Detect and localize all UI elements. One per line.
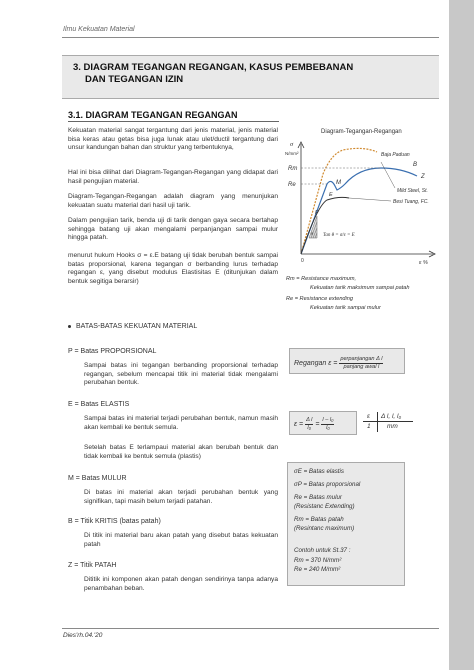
def-z: Dititik ini komponen akan patah dengan sendirinya tanpa adanya penambahan beban.	[84, 576, 278, 592]
bullet-label: BATAS-BATAS KEKUATAN MATERIAL	[76, 323, 198, 330]
header-rule	[62, 37, 439, 38]
info-example-title: Contoh untuk St.37 :	[294, 547, 351, 554]
info-example-re: Re = 240 M/mm²	[294, 566, 341, 573]
strain-eq-lhs: Regangan ε =	[294, 359, 338, 367]
rm-label: Rm	[288, 166, 298, 172]
mild-steel-label: Mild Steel, St.	[397, 188, 428, 194]
caption-re-desc: Kekuatan tarik sampai mulur	[310, 305, 381, 311]
unit-table-v2: mm	[387, 423, 398, 430]
unit-table-hline	[363, 421, 413, 422]
strain-formula	[294, 417, 334, 431]
mild-steel-leader	[381, 162, 395, 188]
point-z-label: Z	[421, 174, 425, 180]
def-b: Di titik ini material baru akan patah yang disebut batas kekuatan patah	[84, 532, 278, 548]
strain-eq-denominator: panjang awal l	[343, 363, 380, 370]
unit-table-h2: Δ l, l, l₀	[381, 413, 402, 420]
alloy-steel-label: Baja Paduan	[381, 152, 410, 158]
section-rule	[68, 121, 279, 122]
strain-formula-box	[289, 411, 357, 435]
unit-table-vline	[377, 412, 378, 432]
term-z: Z = Titik PATAH	[68, 562, 117, 569]
footer-rule	[62, 628, 439, 629]
point-b-label: B	[413, 162, 418, 168]
info-break: Rm = Batas patah	[294, 516, 344, 523]
point-e-label: E	[329, 192, 333, 198]
chapter-title-line2: DAN TEGANGAN IZIN	[85, 74, 184, 85]
paragraph-1: Kekuatan material sangat tergantung dari jenis material, jenis material bisa keras atau getas bisa juga lunak atau ulet/ductil tergantung dari unsur kandungan bahan dan struktur yang terbentuknya,	[68, 127, 278, 152]
info-yield: Re = Batas mulur	[294, 494, 342, 501]
point-p-label: P	[315, 210, 319, 216]
info-example-rm: Rm = 370 N/mm²	[294, 557, 342, 564]
def-e-2: Setelah batas E terlampaui material akan berubah bentuk dan tidak kembali ke bentuk semula (plastis)	[84, 444, 278, 460]
paragraph-4: Dalam pengujian tarik, benda uji di tarik dengan gaya secara bertahap sehingga batang uji akan mengalami perpanjangan sampai mulur hingga patah.	[68, 217, 278, 242]
term-p: P = Batas PROPORSIONAL	[68, 348, 157, 355]
strain-formula-den1: l₀	[307, 424, 312, 431]
strain-equation	[294, 356, 383, 370]
info-elastic: σE = Batas elastis	[294, 468, 344, 475]
strain-eq-numerator: perpanjangan Δ l	[340, 356, 383, 362]
paragraph-5: menurut hukum Hooks σ = ε.E batang uji tidak berubah bentuk sampai batas proporsional, karena tegangan σ berbanding lurus terhadap regangan ε, yang disebut modulus Elastisitas E (ditunjukan dalam bentuk segitiga berarsir)	[68, 252, 278, 285]
strain-formula-den2: l₀	[326, 424, 330, 431]
point-m-label: M	[336, 180, 341, 186]
term-e: E = Batas ELASTIS	[68, 401, 130, 408]
unit-table	[363, 412, 413, 432]
def-m: Di batas ini material akan terjadi perubahan bentuk yang signifikan, tapi masih belum terjadi patahan.	[84, 489, 278, 505]
strain-formula-num1: Δ l	[306, 417, 313, 423]
info-yield-en: (Resistanc Extending)	[294, 503, 355, 510]
page-side-bar	[449, 0, 474, 670]
y-axis-label: σ	[290, 141, 294, 148]
running-title: Ilmu Kekuatan Material	[63, 26, 135, 33]
strain-eq-fraction	[339, 356, 383, 370]
term-m: M = Batas MULUR	[68, 475, 127, 482]
x-axis-label: ε %	[419, 260, 428, 266]
unit-table-v1: 1	[367, 423, 371, 430]
bullet-heading	[68, 323, 197, 330]
chapter-title	[73, 62, 413, 86]
info-proportional: σP = Batas proporsional	[294, 481, 361, 488]
cast-iron-leader	[349, 198, 391, 201]
cast-iron-curve	[301, 197, 349, 254]
strain-formula-lhs: ε =	[294, 420, 304, 428]
paragraph-2: Hal ini bisa dilihat dari Diagram-Tegangan-Regangan yang didapat dari hasil pengujian material.	[68, 169, 278, 185]
def-p: Sampai batas ini tegangan berbanding proporsional terhadap regangan, sebelum mencapai titik ini material tidak mengalami perubahan bentuk.	[84, 362, 278, 387]
y-unit-label: N/mm²	[285, 151, 299, 156]
section-heading: 3.1. DIAGRAM TEGANGAN REGANGAN	[68, 110, 238, 120]
strain-formula-equals: =	[315, 420, 320, 428]
stress-strain-diagram	[283, 126, 443, 276]
strain-formula-fraction2	[321, 417, 334, 431]
strain-equation-box	[289, 348, 405, 374]
cast-iron-label: Besi Tuang, FC.	[393, 199, 429, 205]
caption-rm-desc: Kekuatan tarik maksimum sampai patah	[310, 285, 410, 291]
info-break-en: (Resintanc maximum)	[294, 525, 355, 532]
figure-title: Diagram-Tegangan-Regangan	[321, 129, 402, 135]
theta-label: θ	[311, 231, 314, 236]
strain-formula-num2: l – l₀	[322, 417, 334, 423]
paragraph-3: Diagram-Tegangan-Regangan adalah diagram yang menunjukan kekuatan suatu material dari hasil uji tarik.	[68, 193, 278, 209]
bullet-dot	[68, 325, 71, 328]
def-e: Sampai batas ini material terjadi perubahan bentuk, namun masih akan kembali ke bentuk semula.	[84, 415, 278, 431]
origin-label: 0	[301, 258, 304, 264]
tan-formula: Tan θ = σ/ε = E	[323, 233, 355, 238]
term-b: B = Titik KRITIS (batas patah)	[68, 518, 161, 525]
chapter-title-line1: 3. DIAGRAM TEGANGAN REGANGAN, KASUS PEMBEBANAN	[73, 62, 354, 73]
footer-text: Dies'rh.04.'20	[63, 632, 103, 639]
caption-rm: Rm = Resistance maximum,	[286, 276, 357, 282]
re-label: Re	[288, 182, 296, 188]
unit-table-h1: ε	[367, 413, 370, 420]
caption-re: Re = Resistance extending	[286, 296, 354, 302]
strain-formula-fraction1	[305, 417, 313, 431]
